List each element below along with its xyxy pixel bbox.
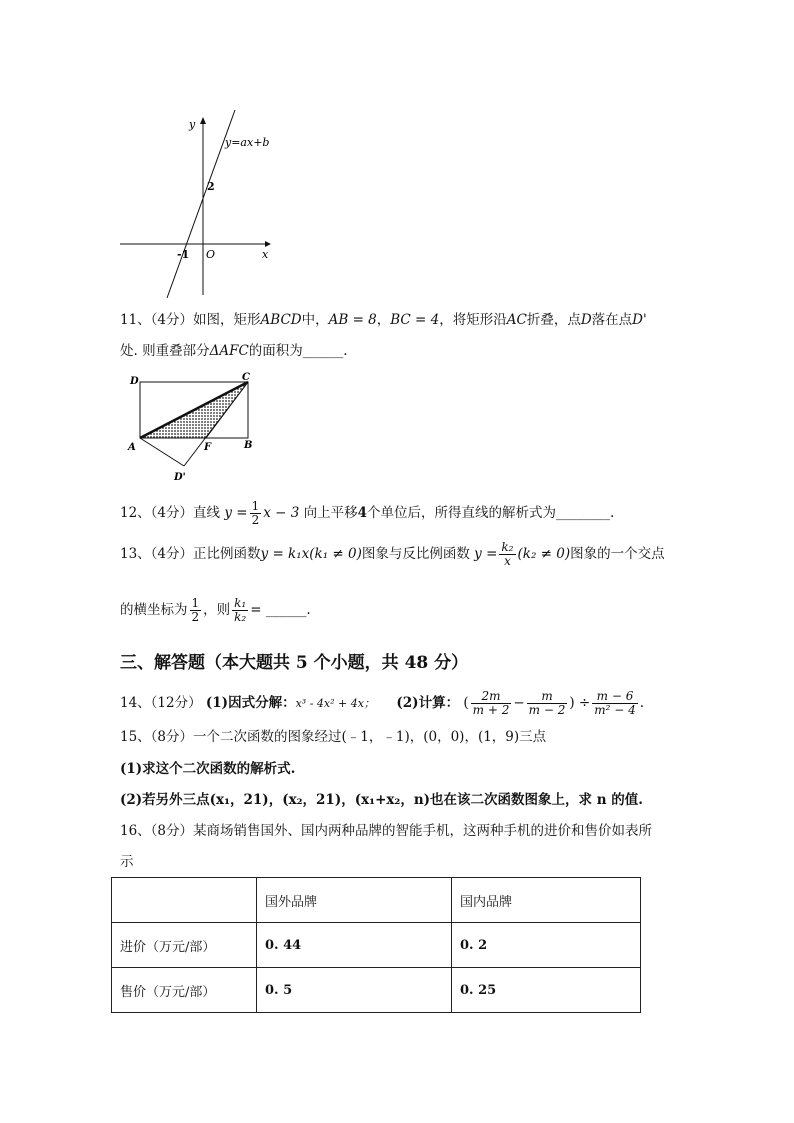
q15-line3: (2)若另外三点(x₁，21)，(x₂，21)，(x₁+x₂，n)也在该二次函数图象上，求 n 的值.: [120, 792, 643, 808]
table-header-cell: 国内品牌: [452, 878, 641, 923]
origin-label: O: [206, 248, 216, 261]
x-axis-label: x: [262, 248, 269, 261]
linear-function-graph: [115, 110, 275, 300]
table-header-cell: [112, 878, 257, 923]
q11-line1: 11、（4分）如图，矩形ABCD中，AB = 8，BC = 4，将矩形沿AC折叠，点D落在点D': [120, 312, 647, 328]
y-intercept-label: 2: [207, 180, 215, 193]
q14-fraction-3: $\frac{m - 6}{\text{m² − 4}}$: [594, 689, 636, 717]
x-intercept-label: -1: [177, 248, 190, 261]
q12-fraction: $\frac{1}{2}$: [251, 499, 260, 527]
x-axis-arrow: [265, 241, 271, 247]
table-row: [112, 923, 641, 968]
rectangle-fold-figure: [126, 370, 266, 485]
label-c: C: [242, 372, 250, 383]
label-d: D: [130, 376, 139, 387]
q16-line1: 16、（8分）某商场销售国外、国内两种品牌的智能手机，这两种手机的进价和售价如表所: [120, 823, 653, 839]
y-axis-arrow: [200, 117, 206, 124]
q14-line: 14、（12分） (1)因式分解：x³ - 4x² + 4x； (2)计算： ( $\frac{2m}{m + 2}$ − $\frac{m}{m - 2}$ ) ÷ $\frac{m - 6}{\text{m² − 4}}$ .: [120, 689, 645, 717]
q12-line: 12、（4分）直线 y = $\frac{1}{2}$ x − 3 向上平移4个单位后，所得直线的解析式为________.: [120, 499, 615, 527]
q11-line2: 处. 则重叠部分ΔAFC的面积为______.: [120, 343, 348, 359]
q14-fraction-1: $\frac{2m}{m + 2}$: [472, 689, 510, 717]
q13-fraction-k2-over-x: $\frac{\text{k₂}}{x}$: [501, 540, 514, 568]
q16-line2: 示: [120, 854, 134, 870]
table-cell: 0. 2: [452, 923, 641, 968]
price-table: [111, 877, 641, 1013]
q15-line1: 15、（8分）一个二次函数的图象经过(﹣1，﹣1)，(0，0)，(1，9)三点: [120, 729, 547, 745]
y-axis-label: y: [189, 118, 196, 131]
table-row: [112, 968, 641, 1013]
table-cell: 0. 5: [257, 968, 452, 1013]
fold-ad-prime: [140, 438, 184, 466]
q14-fraction-2: $\frac{m}{m - 2}$: [528, 689, 566, 717]
q13-line2: 的横坐标为 $\frac{1}{2}$ ，则 $\frac{\text{k₁}}{\text{k₂}}$ = ______.: [120, 596, 311, 624]
label-a: A: [128, 442, 136, 453]
table-cell: 售价（万元/部）: [112, 968, 257, 1013]
table-header-row: [112, 878, 641, 923]
label-d-prime: D': [174, 472, 186, 483]
q13-fraction-half: $\frac{1}{2}$: [191, 596, 200, 624]
label-f: F: [204, 442, 212, 453]
label-b: B: [244, 440, 253, 451]
table-header-cell: 国外品牌: [257, 878, 452, 923]
q15-line2: (1)求这个二次函数的解析式.: [120, 761, 296, 777]
line-label: y=ax+b: [225, 136, 270, 149]
table-cell: 进价（万元/部）: [112, 923, 257, 968]
table-cell: 0. 44: [257, 923, 452, 968]
table-cell: 0. 25: [452, 968, 641, 1013]
q13-fraction-k1-over-k2: $\frac{\text{k₁}}{\text{k₂}}$: [234, 596, 247, 624]
q13-line1: 13、（4分）正比例函数y = k₁x(k₁ ≠ 0)图象与反比例函数 y = $\frac{\text{k₂}}{x}$ (k₂ ≠ 0)图象的一个交点: [120, 540, 665, 568]
section-3-heading: 三、解答题（本大题共 5 个小题，共 48 分）: [120, 653, 469, 673]
